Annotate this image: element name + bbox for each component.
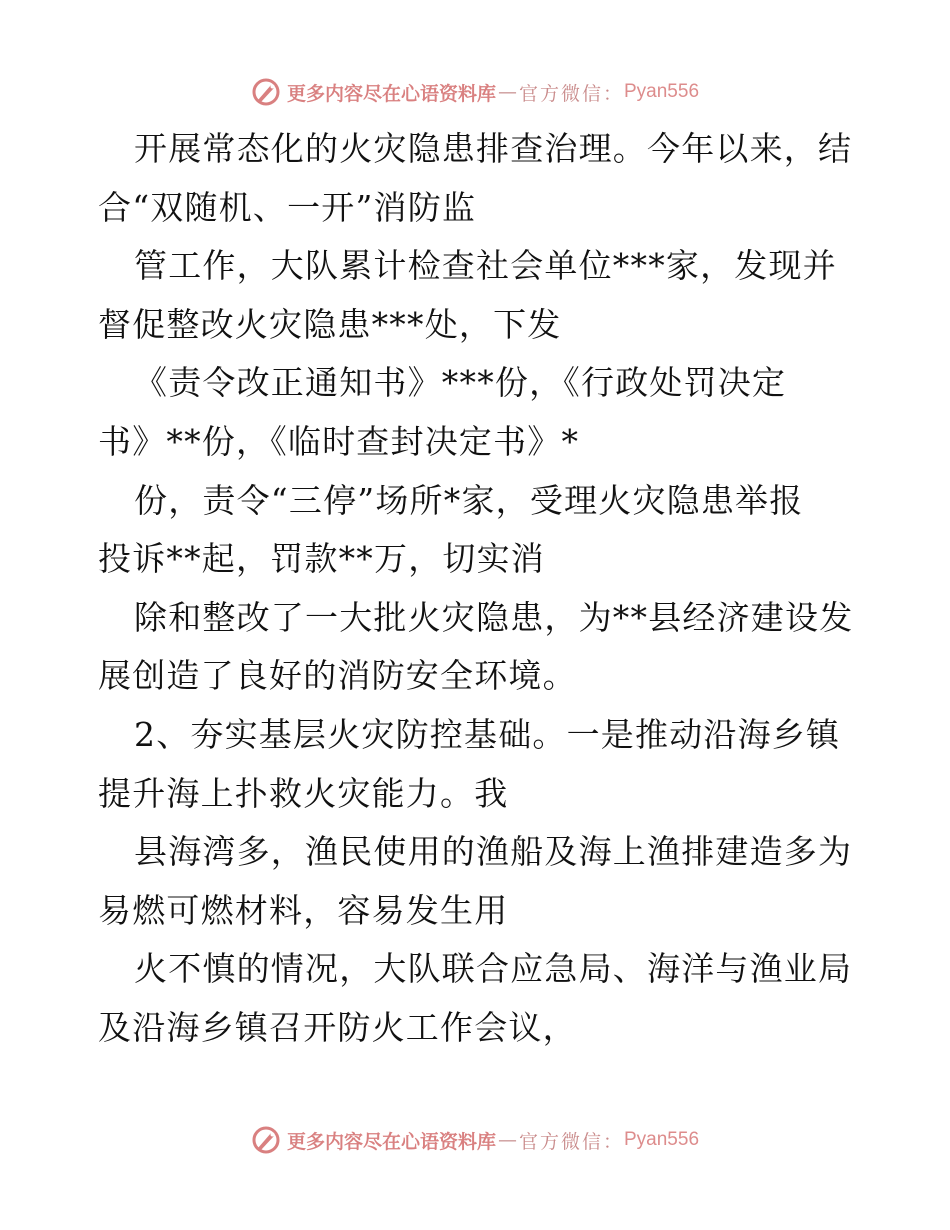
paragraph-line: 合“双随机、一开”消防监 [98, 187, 477, 227]
paragraph-line: 除和整改了一大批火灾隐患，为**县经济建设发 [134, 597, 854, 637]
watermark-separator: — [497, 1129, 517, 1151]
paragraph-line: 管工作，大队累计检查社会单位***家，发现并 [134, 246, 837, 286]
watermark-label: 官方微信： [518, 1130, 624, 1153]
watermark-wechat-id: Pyan556 [624, 81, 700, 102]
paragraph-line: 县海湾多，渔民使用的渔船及海上渔排建造多为 [134, 832, 853, 872]
paragraph-line: 提升海上扑救火灾能力。我 [98, 773, 509, 813]
watermark-label: 官方微信： [518, 82, 624, 105]
document-body [98, 120, 868, 1058]
pen-seal-icon [251, 1125, 281, 1155]
pen-seal-icon [251, 77, 281, 107]
paragraph-line: 2、夯实基层火灾防控基础。一是推动沿海乡镇 [134, 714, 841, 754]
paragraph-line: 书》**份，《临时查封决定书》* [98, 421, 580, 461]
paragraph-line: 及沿海乡镇召开防火工作会议， [98, 1007, 577, 1047]
watermark-brand: 更多内容尽在心语资料库 [286, 82, 496, 105]
paragraph-line: 火不慎的情况，大队联合应急局、海洋与渔业局 [134, 949, 853, 989]
footer-watermark [0, 1120, 950, 1160]
paragraph-line: 展创造了良好的消防安全环境。 [98, 656, 577, 696]
watermark-wechat-id: Pyan556 [624, 1129, 700, 1150]
watermark-brand: 更多内容尽在心语资料库 [286, 1130, 496, 1153]
paragraph-line: 督促整改火灾隐患***处，下发 [98, 304, 562, 344]
paragraph-line: 开展常态化的火灾隐患排查治理。今年以来，结 [134, 129, 853, 168]
paragraph-line: 易燃可燃材料，容易发生用 [98, 890, 509, 930]
header-watermark [0, 72, 950, 112]
paragraph-line: 投诉**起，罚款**万，切实消 [98, 539, 545, 579]
watermark-separator: — [497, 81, 517, 103]
paragraph-line: 《责令改正通知书》***份，《行政处罚决定 [134, 363, 787, 403]
paragraph-line: 份，责令“三停”场所*家，受理火灾隐患举报 [134, 480, 804, 520]
